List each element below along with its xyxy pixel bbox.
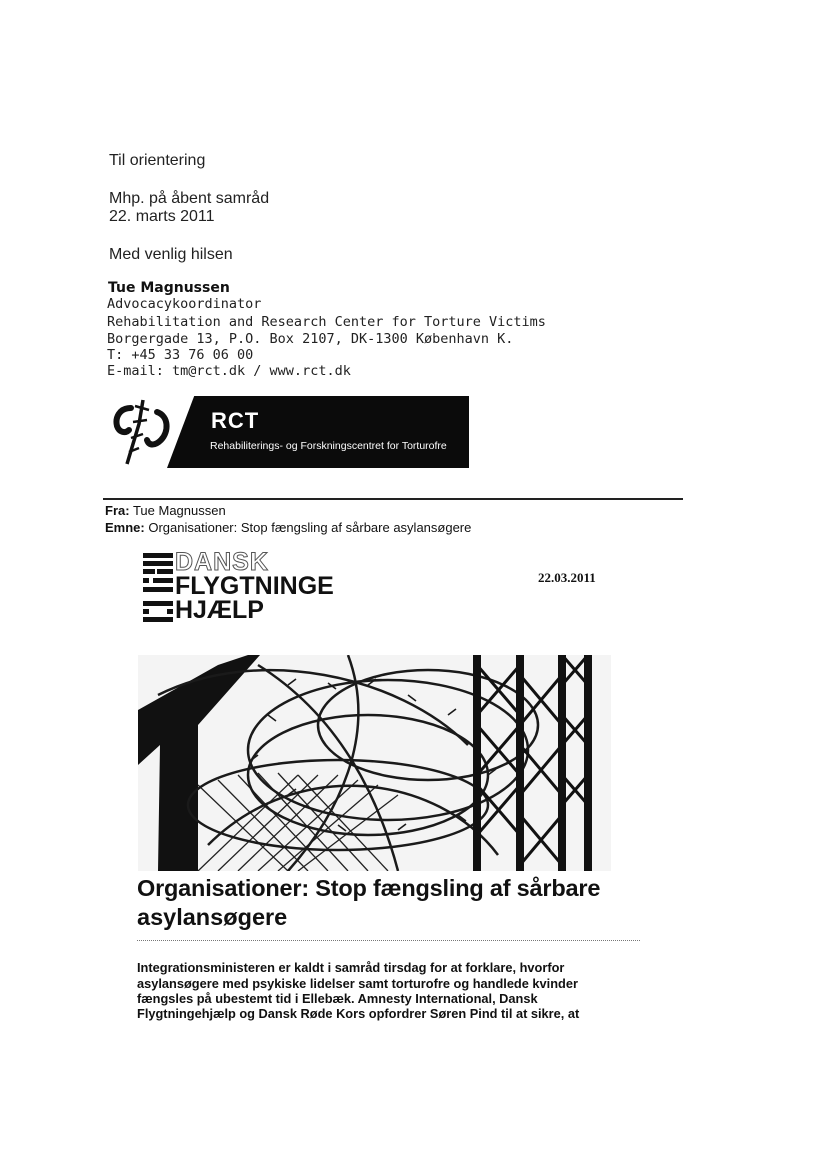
article-lead-line: fængsles på ubestemt tid i Ellebæk. Amnesty International, Dansk [137, 991, 538, 1006]
rct-emblem-icon [113, 394, 173, 470]
article-divider [137, 940, 640, 941]
email-from [105, 503, 226, 518]
rct-logo-acronym: RCT [211, 408, 260, 433]
article-lead-line: Integrationsministeren er kaldt i samråd tirsdag for at forklare, hvorfor [137, 960, 565, 975]
intro-line-date: 22. marts 2011 [109, 208, 215, 225]
article-lead-line: asylansøgere med psykiske lidelser samt torturofre og handlede kvinder [137, 976, 578, 991]
rct-logo [113, 394, 469, 470]
signature-organization: Rehabilitation and Research Center for Torture Victims [107, 314, 546, 330]
barbed-wire-photo [138, 655, 611, 871]
drc-logo-line1: DANSK [175, 548, 269, 576]
email-subject-value: Organisationer: Stop fængsling af sårbare asylansøgere [148, 520, 472, 535]
drc-logo-line3: HJÆLP [175, 596, 264, 624]
drc-logo [143, 548, 343, 625]
email-subject [105, 520, 471, 535]
rct-logo-fullname: Rehabiliterings- og Forskningscentret for Torturofre [210, 440, 447, 452]
article-date: 22.03.2011 [538, 570, 596, 585]
signature-address: Borgergade 13, P.O. Box 2107, DK-1300 København K. [107, 331, 514, 347]
drc-logo-mark-icon [143, 553, 175, 625]
signature-phone: T: +45 33 76 06 00 [107, 347, 254, 363]
intro-line-greeting: Med venlig hilsen [109, 246, 233, 263]
email-from-label: Fra: [105, 503, 130, 518]
signature-name: Tue Magnussen [108, 280, 230, 296]
article-headline-line1: Organisationer: Stop fængsling af sårbare [137, 875, 601, 901]
article-lead-line: Flygtningehjælp og Dansk Røde Kors opfordrer Søren Pind til at sikre, at [137, 1006, 580, 1021]
article-headline-line2: asylansøgere [137, 904, 288, 930]
email-subject-label: Emne: [105, 520, 145, 535]
drc-logo-line2: FLYGTNINGE [175, 572, 334, 600]
intro-line-orientation: Til orientering [109, 152, 206, 169]
signature-email[interactable]: E-mail: tm@rct.dk / www.rct.dk [107, 363, 351, 379]
signature-title: Advocacykoordinator [107, 296, 262, 312]
header-divider [103, 498, 683, 500]
intro-line-purpose: Mhp. på åbent samråd [109, 190, 270, 207]
email-from-value: Tue Magnussen [132, 503, 226, 518]
